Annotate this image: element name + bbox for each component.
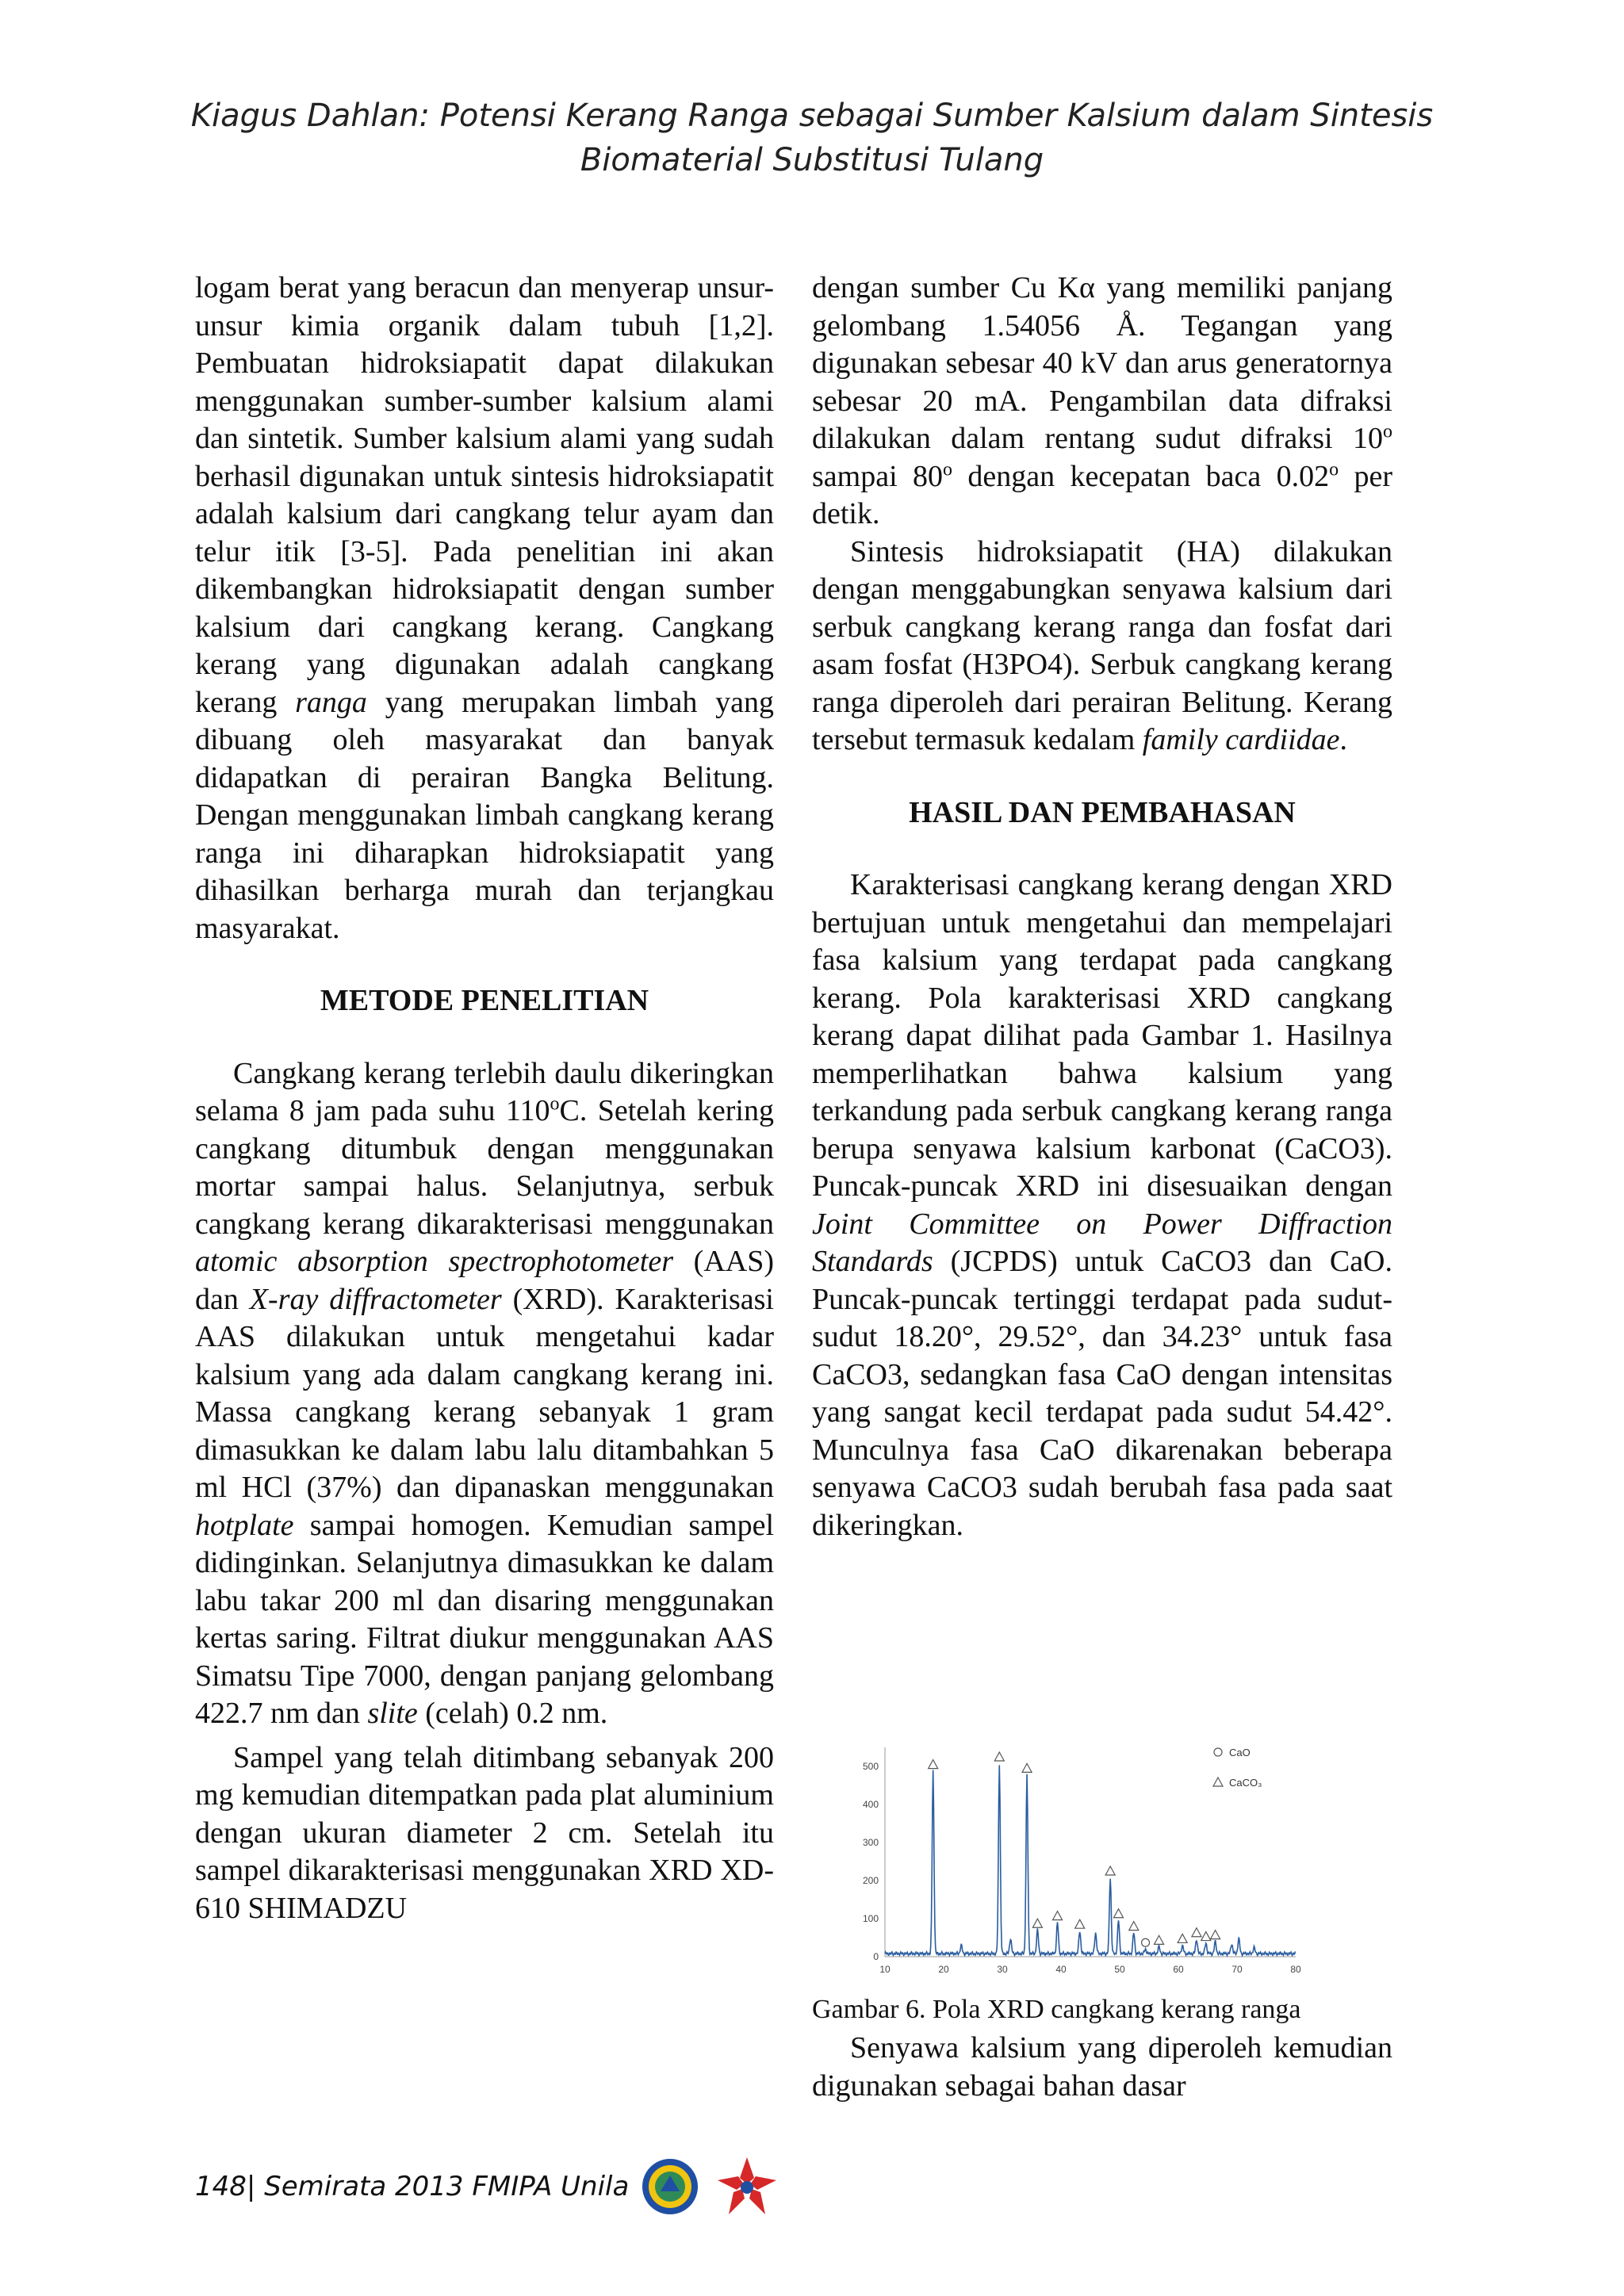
legend-label: CaCO₃ [1229,1777,1262,1789]
legend-caco3-marker [1213,1777,1223,1786]
xrd-degree-sup-1: o [1383,421,1392,442]
method-text-a: Cangkang kerang terlebih daulu dikeringkan selama 8 jam pada suhu 110 [195,1056,774,1127]
synthesis-text: Sintesis hidroksiapatit (HA) dilakukan dengan menggabungkan senyawa kalsium dari serbuk cangkang kerang ranga dan fosfat dari asam fosfat (H3PO4). Serbuk cangkang kerang ranga diperoleh dari perairan Belitung. Kerang tersebut termasuk kedalam [812,534,1392,756]
method-italic-xrd: X-ray diffractometer [249,1282,502,1316]
xrd-text-d: per detik. [812,459,1393,530]
method-text-d: (XRD). Karakterisasi AAS dilakukan untuk mengetahui kadar kalsium yang ada dalam cangkang kerang ini. Massa cangkang kerang sebanyak 1 gram dimasukkan ke dalam labu lalu ditambahkan 5 ml HCl (37%) dan dipanaskan menggunakan [195,1282,774,1504]
left-paragraph-method [195,1055,774,1733]
caco3-peak-marker [1022,1763,1032,1772]
footer-text: 148| Semirata 2013 FMIPA Unila [195,2171,630,2202]
caco3-peak-marker [1114,1909,1124,1918]
figure-caption: Gambar 6. Pola XRD cangkang kerang ranga [812,1995,1301,2024]
xrd-degree-sup-3: o [1329,458,1339,480]
intro-text-end: yang merupakan limbah yang dibuang oleh masyarakat dan banyak didapatkan di perairan Bangka Belitung. Dengan menggunakan limbah cangkang kerang ranga ini diharapkan hidroksiapatit yang dihasilkan berharga murah dan terjangkau masyarakat. [195,685,775,945]
caco3-peak-marker [1075,1919,1085,1928]
method-italic-hotplate: hotplate [195,1508,294,1542]
results-text-b: (JCPDS) untuk CaCO3 dan CaO. Puncak-puncak tertinggi terdapat pada sudut-sudut 18.20°, 29.52°, dan 34.23° untuk fasa CaCO3, sedangkan fasa CaO dengan intensitas yang sangat kecil terdapat pada sudut 54.42°. Munculnya fasa CaO dikarenakan beberapa senyawa CaCO3 sudah berubah fasa pada saat dikeringkan. [812,1245,1392,1542]
x-tick-label: 50 [1114,1964,1125,1975]
footer [195,2156,779,2217]
synthesis-italic-family: family cardiidae [1142,723,1340,756]
caco3-peak-marker [1105,1866,1115,1875]
xrd-degree-sup-2: o [943,458,952,480]
y-tick-label: 400 [862,1799,879,1810]
xrd-text-a: dengan sumber Cu Kα yang memiliki panjang gelombang 1.54056 Å. Tegangan yang digunakan sebesar 40 kV dan arus generatornya sebesar 20 mA. Pengambilan data difraksi dilakukan dalam rentang sudut difraksi 10 [812,271,1392,455]
unila-logo-icon [640,2156,700,2217]
y-tick-label: 100 [862,1913,879,1924]
x-tick-label: 70 [1231,1964,1243,1975]
caco3-peak-marker [1053,1911,1063,1920]
method-text-f: (celah) 0.2 nm. [425,1697,608,1730]
legend-cao-marker [1214,1748,1222,1756]
results-text-a: Karakterisasi cangkang kerang dengan XRD bertujuan untuk mengetahui dan mempelajari fasa kalsium yang terdapat pada cangkang kerang. Pola karakterisasi XRD cangkang kerang dapat dilihat pada Gambar 1. Hasilnya memperlihatkan bahwa kalsium yang terkandung pada serbuk cangkang kerang ranga berupa senyawa kalsium karbonat (CaCO3). Puncak-puncak XRD ini disesuaikan dengan [812,868,1392,1203]
running-head [0,94,1624,182]
xrd-series-line [885,1765,1296,1955]
cao-peak-marker [1142,1938,1150,1946]
method-text-c: (AAS) dan [195,1245,774,1316]
xrd-text-c: dengan kecepatan baca 0.02 [967,459,1330,493]
right-paragraph-results [812,867,1392,1544]
method-degree-sup: o [550,1093,560,1115]
y-tick-label: 300 [862,1837,879,1848]
right-paragraph-synthesis [812,534,1392,760]
y-tick-label: 500 [862,1761,879,1772]
x-tick-label: 10 [879,1964,891,1975]
intro-italic-ranga: ranga [295,685,367,719]
section-heading-hasil: HASIL DAN PEMBAHASAN [909,795,1296,829]
x-tick-label: 30 [997,1964,1008,1975]
caco3-peak-marker [1155,1935,1164,1944]
running-head-line2: Biomaterial Substitusi Tulang [580,142,1044,178]
legend-label: CaO [1229,1747,1251,1758]
caco3-peak-marker [1211,1931,1220,1939]
xrd-chart [852,1730,1326,1993]
caco3-peak-marker [1201,1932,1211,1941]
left-paragraph-sample: Sampel yang telah ditimbang sebanyak 200 mg kemudian ditempatkan pada plat aluminium dengan ukuran diameter 2 cm. Setelah itu sampel dikarakterisasi menggunakan XRD XD-610 SHIMADZU [195,1740,774,1925]
right-paragraph-tail [812,2030,1392,2105]
left-paragraph-intro [195,270,774,947]
xrd-text-b: sampai 80 [812,459,943,493]
caco3-peak-marker [1032,1919,1042,1927]
results-italic-jcpds: Joint Committee on Power Diffraction Standards [812,1207,1392,1278]
semirata-flower-logo-icon [714,2154,779,2219]
method-italic-aas: atomic absorption spectrophotometer [195,1245,673,1278]
right-column [812,270,1392,1544]
intro-text: logam berat yang beracun dan menyerap unsur-unsur kimia organik dalam tubuh [1,2]. Pembuatan hidroksiapatit dapat dilakukan menggunakan sumber-sumber kalsium alami dan sintetik. Sumber kalsium alami yang sudah berhasil digunakan untuk sintesis hidroksiapatit adalah kalsium dari cangkang telur ayam dan telur itik [3-5]. Pada penelitian ini akan dikembangkan hidroksiapatit dengan sumber kalsium dari cangkang kerang. Cangkang kerang yang digunakan adalah cangkang kerang [195,271,774,719]
y-tick-label: 200 [862,1875,879,1886]
caco3-peak-marker [1129,1922,1139,1931]
right-paragraph-xrd [812,270,1392,534]
running-head-line1: Kiagus Dahlan: Potensi Kerang Ranga sebagai Sumber Kalsium dalam Sintesis [190,98,1434,134]
x-tick-label: 80 [1290,1964,1301,1975]
method-italic-slite: slite [367,1697,418,1730]
x-tick-label: 20 [938,1964,949,1975]
tail-text: Senyawa kalsium yang diperoleh kemudian digunakan sebagai bahan dasar [812,2031,1392,2103]
method-text-e: sampai homogen. Kemudian sampel didinginkan. Selanjutnya dimasukkan ke dalam labu takar 200 ml dan disaring menggunakan kertas saring. Filtrat diukur menggunakan AAS Simatsu Tipe 7000, dengan panjang gelombang 422.7 nm dan [195,1508,774,1730]
y-tick-label: 0 [873,1951,879,1962]
caco3-peak-marker [1178,1934,1187,1942]
caco3-peak-marker [929,1760,938,1769]
left-column [195,270,774,1927]
x-tick-label: 60 [1173,1964,1184,1975]
caco3-peak-marker [994,1752,1004,1761]
x-tick-label: 40 [1055,1964,1067,1975]
caco3-peak-marker [1192,1928,1201,1937]
synthesis-text-end: . [1339,723,1348,756]
method-text-b: C. Setelah kering cangkang ditumbuk dengan menggunakan mortar sampai halus. Selanjutnya, serbuk cangkang kerang dikarakterisasi menggunakan [195,1094,774,1241]
section-heading-metode: METODE PENELITIAN [320,984,649,1017]
